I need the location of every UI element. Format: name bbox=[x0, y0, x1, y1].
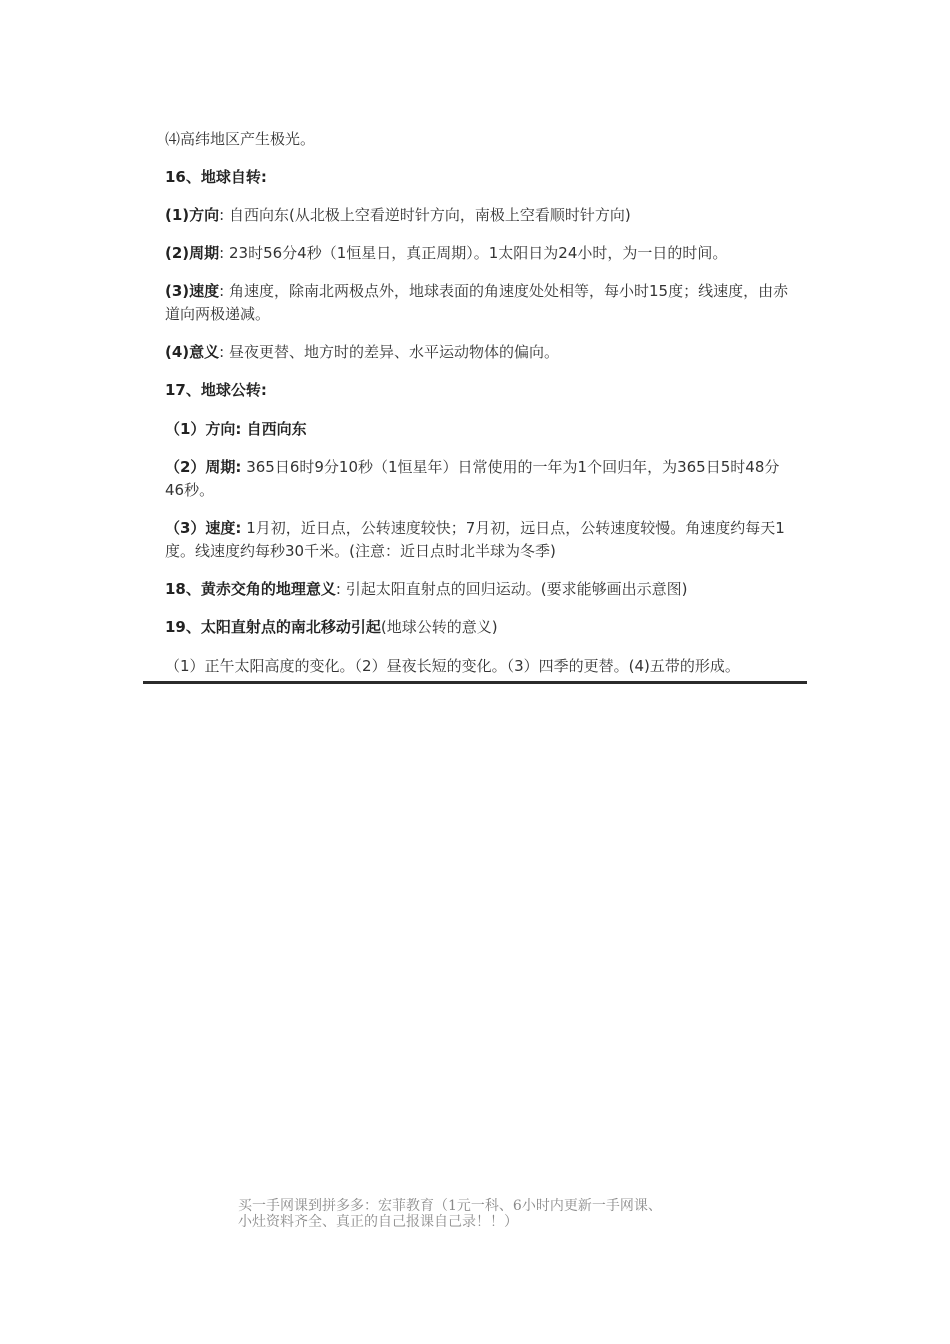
paragraph-16-direction bbox=[165, 204, 795, 227]
item-text: （1）方向: 自西向东 bbox=[165, 420, 307, 438]
item-label: （3）速度: bbox=[165, 519, 242, 537]
item-text: 1月初，近日点，公转速度较快；7月初，远日点，公转速度较慢。角速度约每天1度。线速度约每秒30千米。(注意：近日点时北半球为冬季) bbox=[165, 519, 785, 560]
item-label: (2)周期 bbox=[165, 244, 220, 262]
footer-ad bbox=[238, 1198, 758, 1230]
heading-16 bbox=[165, 166, 795, 189]
item-text: （1）正午太阳高度的变化。（2）昼夜长短的变化。（3）四季的更替。(4)五带的形成。 bbox=[165, 657, 740, 675]
item-text: : 引起太阳直射点的回归运动。(要求能够画出示意图) bbox=[335, 580, 688, 598]
paragraph-17-speed bbox=[165, 517, 795, 563]
item-label: 18、黄赤交角的地理意义 bbox=[165, 580, 336, 598]
paragraph-19 bbox=[165, 616, 795, 639]
item-label: 19、太阳直射点的南北移动引起 bbox=[165, 618, 381, 636]
item-text: 365日6时9分10秒（1恒星年）日常使用的一年为1个回归年，为365日5时48分46秒。 bbox=[165, 458, 780, 499]
paragraph-16-speed bbox=[165, 280, 795, 326]
item-text: : 昼夜更替、地方时的差异、水平运动物体的偏向。 bbox=[219, 343, 559, 361]
heading-text: 17、地球公转: bbox=[165, 381, 267, 399]
footer-line-2: 小灶资料齐全、真正的自己报课自己录！！） bbox=[238, 1214, 518, 1230]
paragraph-19-effects bbox=[165, 655, 795, 678]
section-divider bbox=[143, 681, 807, 684]
paragraph-aurora bbox=[165, 128, 795, 151]
item-label: (4)意义 bbox=[165, 343, 220, 361]
heading-text: 16、地球自转: bbox=[165, 168, 267, 186]
item-text: : 角速度，除南北两极点外，地球表面的角速度处处相等，每小时15度；线速度，由赤道向两极递减。 bbox=[165, 282, 789, 323]
item-label: (1)方向 bbox=[165, 206, 220, 224]
paragraph-17-period bbox=[165, 456, 795, 502]
heading-17 bbox=[165, 379, 795, 402]
paragraph-17-direction bbox=[165, 418, 795, 441]
paragraph-16-meaning bbox=[165, 341, 795, 364]
paragraph-18 bbox=[165, 578, 795, 601]
item-label: (3)速度 bbox=[165, 282, 220, 300]
footer-line-1: 买一手网课到拼多多：宏菲教育（1元一科、6小时内更新一手网课、 bbox=[238, 1198, 662, 1214]
paragraph-16-period bbox=[165, 242, 795, 265]
item-text: : 23时56分4秒（1恒星日，真正周期）。1太阳日为24小时，为一日的时间。 bbox=[219, 244, 728, 262]
item-label: （2）周期: bbox=[165, 458, 242, 476]
item-text: (地球公转的意义) bbox=[380, 618, 498, 636]
item-text: : 自西向东(从北极上空看逆时针方向，南极上空看顺时针方向) bbox=[219, 206, 631, 224]
paragraph-text: ⑷高纬地区产生极光。 bbox=[165, 130, 316, 148]
